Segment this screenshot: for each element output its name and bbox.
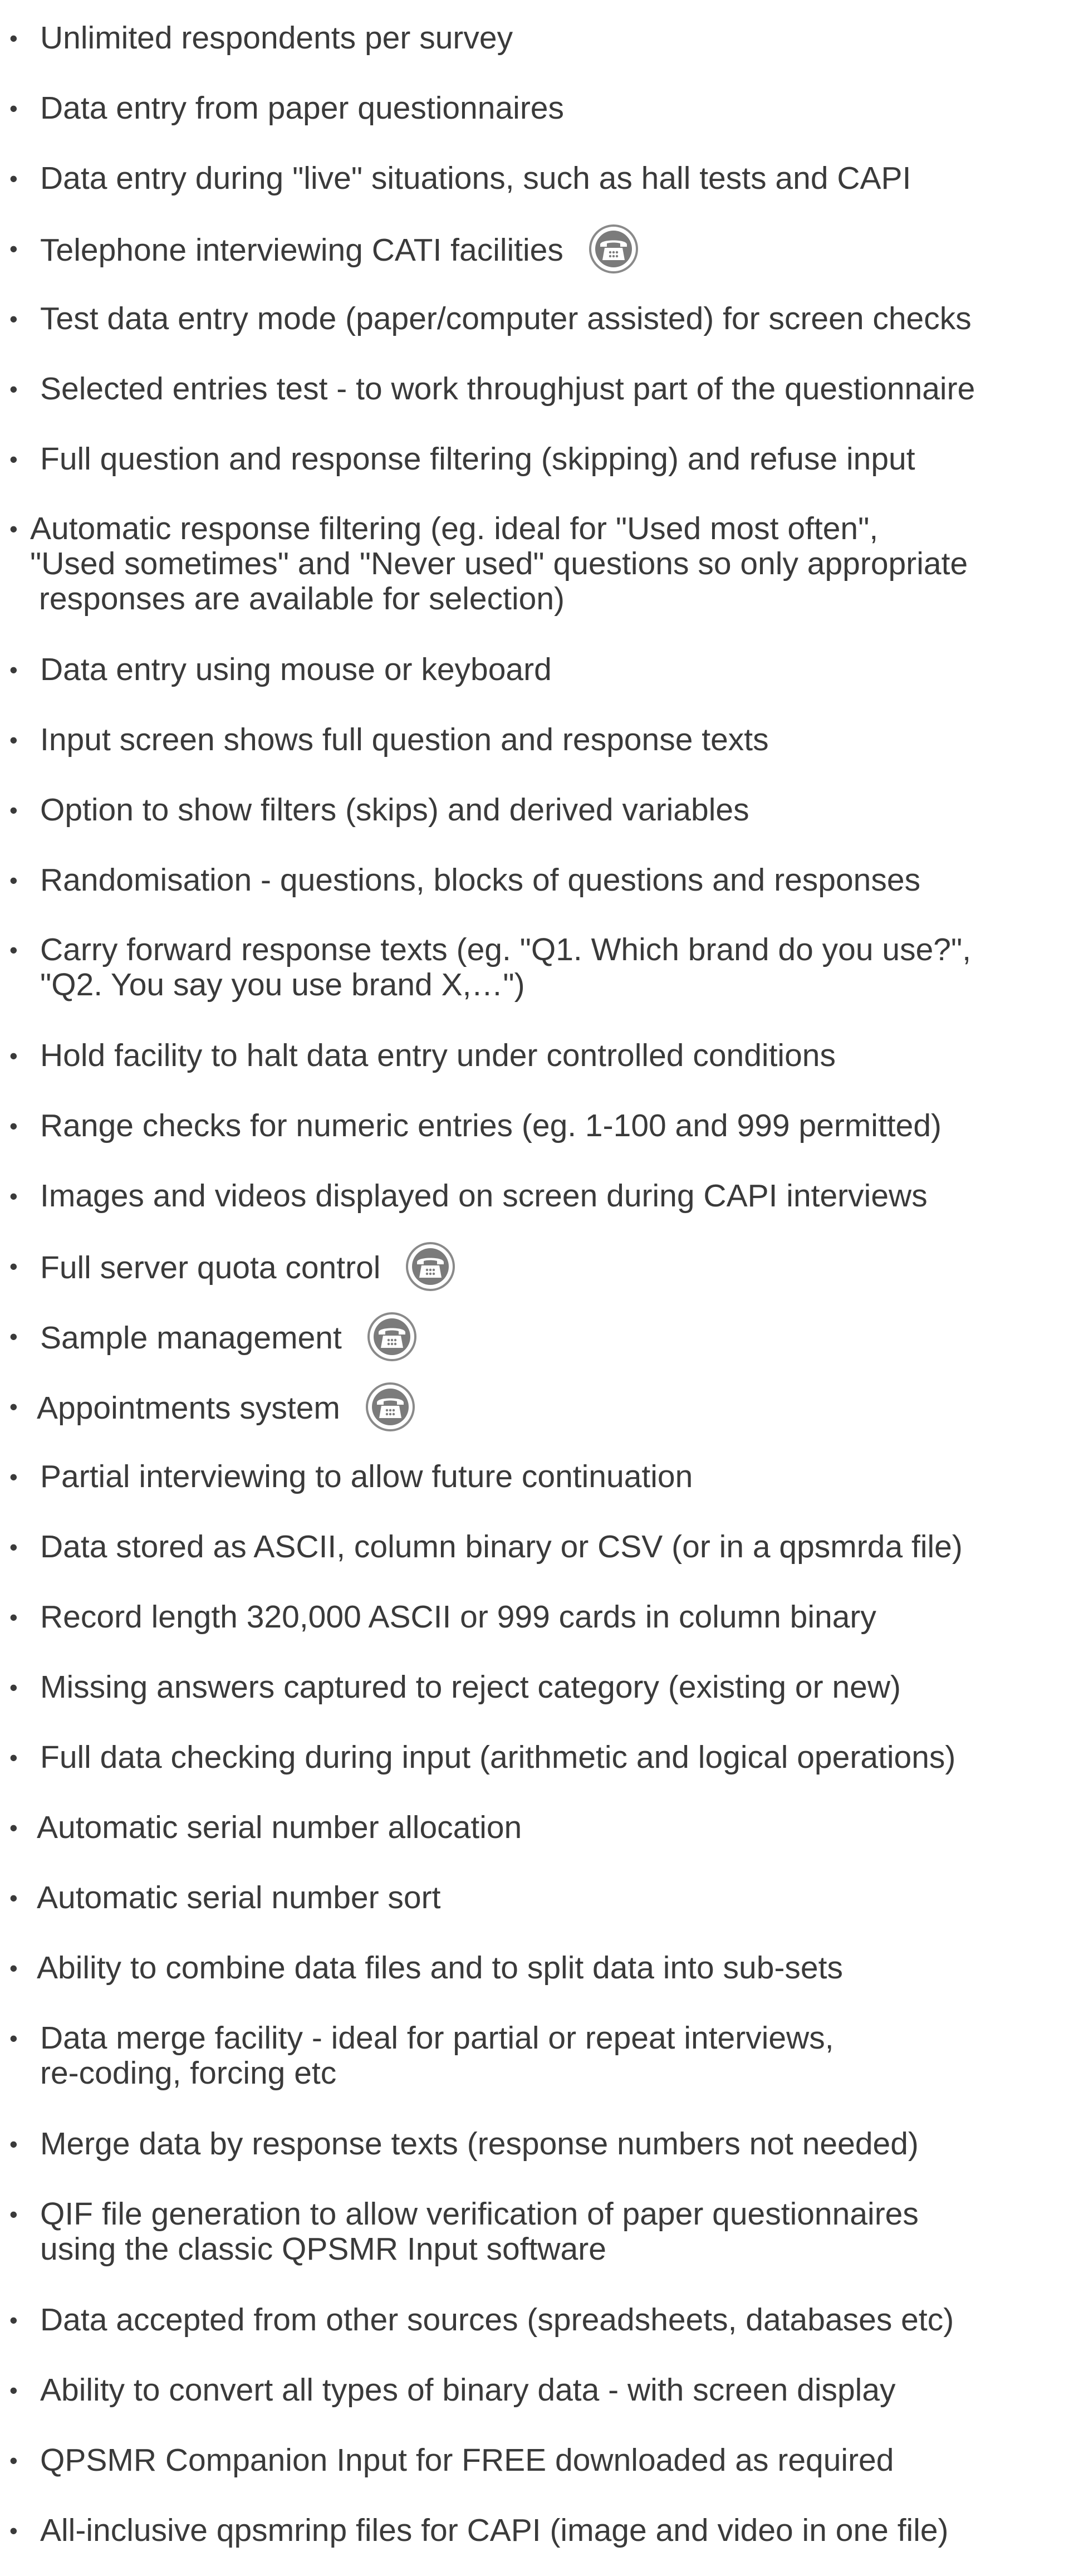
bullet: • [9,165,18,192]
bullet: • [9,1464,18,1490]
feature-text: Hold facility to halt data entry under controlled conditions [40,1038,836,1073]
bullet: • [9,867,18,893]
telephone-icon [366,1382,415,1431]
feature-text: Data stored as ASCII, column binary or CSV (or in a qpsmrda file) [40,1529,963,1565]
bullet: • [9,2307,18,2333]
bullet: • [9,2201,18,2227]
feature-text: Record length 320,000 ASCII or 999 cards in column binary [40,1599,876,1635]
bullet: • [9,95,18,121]
feature-text: QPSMR Companion Input for FREE downloaded as required [40,2442,894,2478]
feature-text: All-inclusive qpsmrinp files for CAPI (image and video in one file) [40,2513,949,2548]
feature-text: Option to show filters (skips) and derived variables [40,792,749,828]
bullet: • [9,446,18,472]
feature-text-with-icon [40,231,638,273]
feature-label: Full server quota control [40,1250,381,1286]
bullet: • [9,516,18,542]
telephone-icon [367,1312,416,1361]
bullet: • [9,2518,18,2544]
bullet: • [9,2377,18,2403]
feature-text: Full data checking during input (arithmetic and logical operations) [40,1739,956,1775]
feature-text: QIF file generation to allow verification of paper questionnaires using the classic QPSMR Input software [40,2196,919,2267]
feature-text: Ability to combine data files and to split data into sub-sets [37,1950,843,1986]
feature-text: Automatic serial number sort [37,1880,441,1915]
feature-text: Data entry using mouse or keyboard [40,652,552,687]
bullet: • [9,2025,18,2051]
bullet: • [9,2447,18,2474]
feature-text: Data accepted from other sources (spreadsheets, databases etc) [40,2302,954,2338]
feature-text: Partial interviewing to allow future continuation [40,1459,693,1494]
bullet: • [9,1815,18,1841]
feature-text: Full question and response filtering (skipping) and refuse input [40,441,915,477]
bullet: • [9,236,18,262]
feature-text: Data merge facility - ideal for partial or repeat interviews, re-coding, forcing etc [40,2020,834,2091]
bullet: • [9,657,18,683]
feature-text: Unlimited respondents per survey [40,20,513,56]
feature-text: Randomisation - questions, blocks of questions and responses [40,862,921,898]
feature-text: Data entry from paper questionnaires [40,90,565,126]
feature-text: Images and videos displayed on screen during CAPI interviews [40,1178,928,1214]
feature-text: Input screen shows full question and response texts [40,722,769,757]
bullet: • [9,1113,18,1139]
bullet: • [9,1885,18,1911]
bullet: • [9,1604,18,1630]
bullet: • [9,1183,18,1209]
bullet: • [9,306,18,332]
telephone-icon [406,1242,455,1291]
bullet: • [9,1744,18,1771]
bullet: • [9,1674,18,1700]
bullet: • [9,376,18,402]
feature-label: Appointments system [37,1390,340,1426]
bullet: • [9,727,18,753]
bullet: • [9,2131,18,2157]
bullet: • [9,1323,18,1350]
bullet: • [9,1043,18,1069]
feature-text: Automatic serial number allocation [37,1810,522,1845]
feature-text: Selected entries test - to work throughjust part of the questionnaire [40,371,975,407]
feature-text: Range checks for numeric entries (eg. 1-100 and 999 permitted) [40,1108,942,1143]
feature-text: Carry forward response texts (eg. "Q1. Which brand do you use?", "Q2. You say you use brand X,…") [40,932,972,1003]
feature-text-with-icon [37,1389,415,1431]
feature-text: Test data entry mode (paper/computer assisted) for screen checks [40,301,972,336]
feature-text: Missing answers captured to reject category (existing or new) [40,1669,901,1705]
feature-text: Merge data by response texts (response numbers not needed) [40,2126,919,2162]
bullet: • [9,1253,18,1279]
bullet: • [9,25,18,51]
bullet: • [9,1534,18,1560]
bullet: • [9,1955,18,1981]
feature-text: Data entry during "live" situations, such as hall tests and CAPI [40,160,911,196]
telephone-icon [589,224,638,273]
feature-label: Telephone interviewing CATI facilities [40,232,563,268]
feature-text: Automatic response filtering (eg. ideal for "Used most often", "Used sometimes" and "Never used" questions so only appropriate responses are available for selection) [30,511,968,617]
feature-text-with-icon [40,1249,455,1291]
bullet: • [9,797,18,823]
feature-text-with-icon [40,1319,416,1361]
feature-label: Sample management [40,1320,342,1356]
feature-text: Ability to convert all types of binary data - with screen display [40,2372,896,2408]
bullet: • [9,1394,18,1420]
bullet: • [9,937,18,963]
